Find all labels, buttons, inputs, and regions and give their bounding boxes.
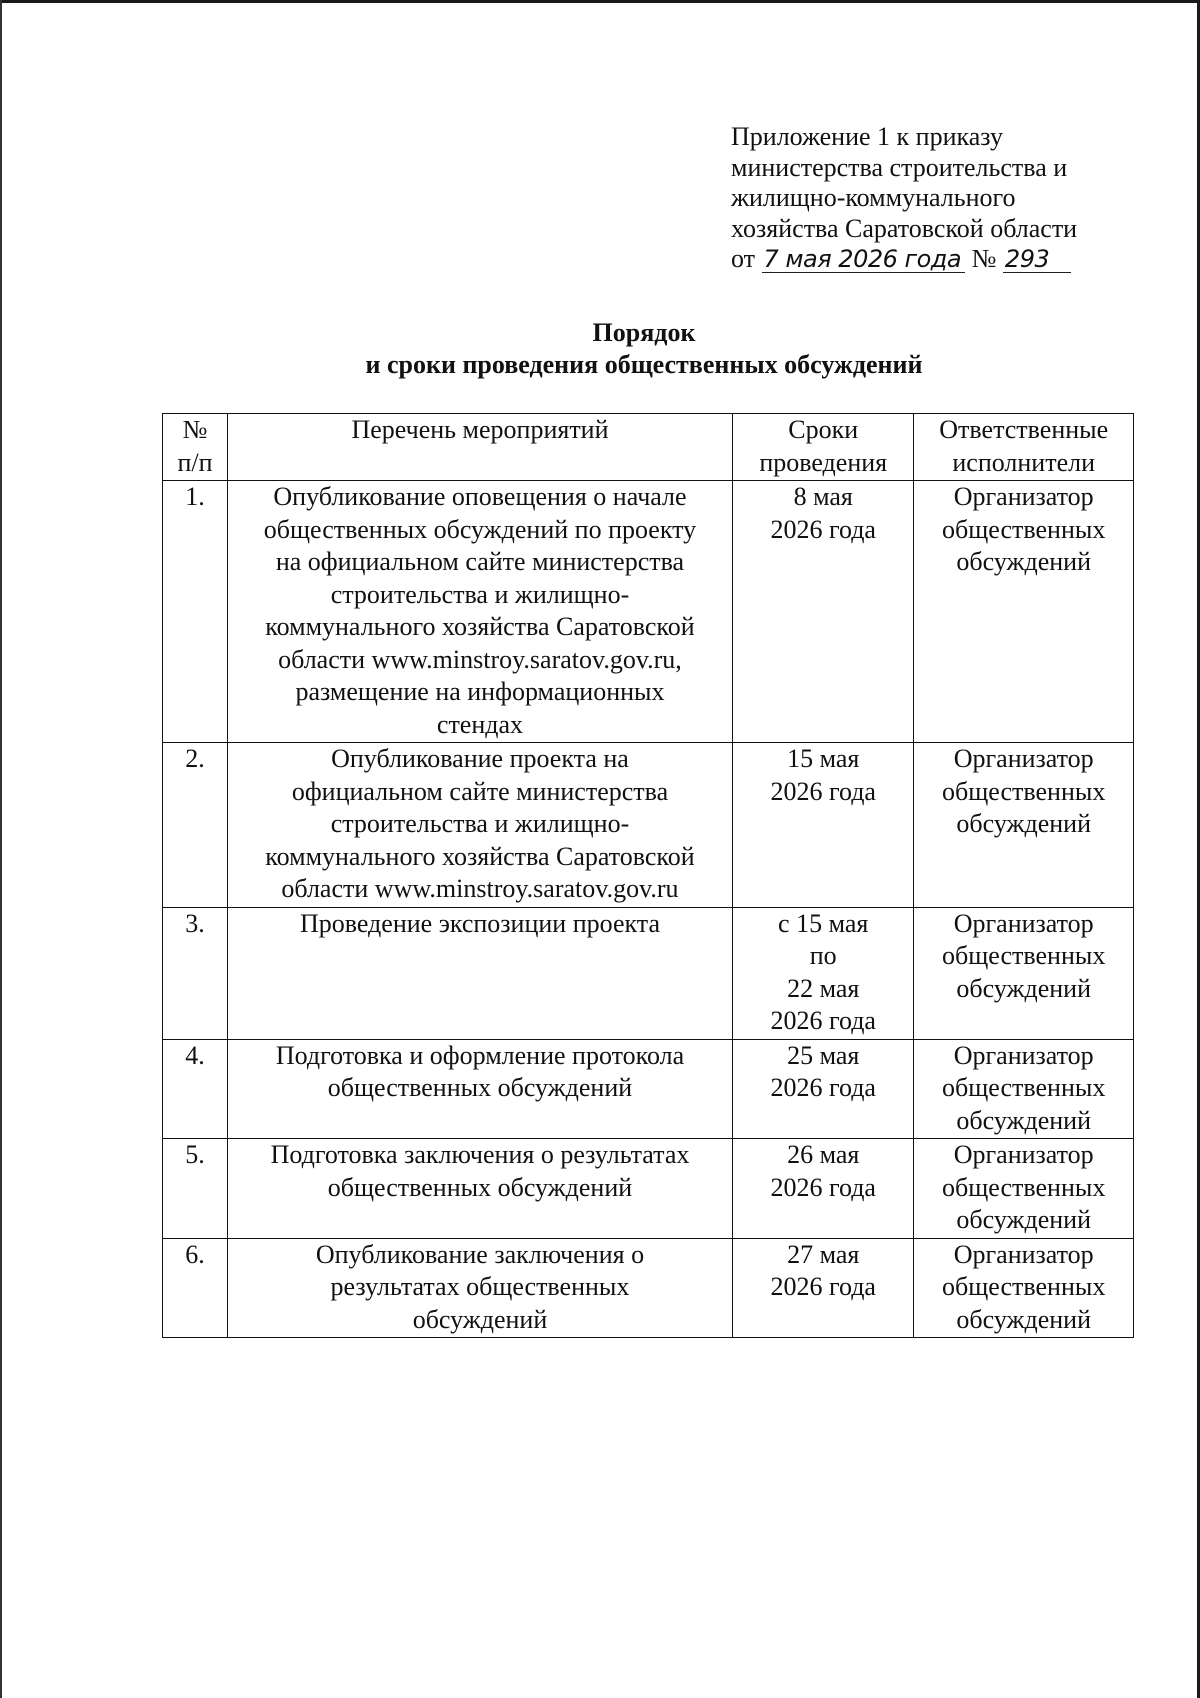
row-date: 25 мая 2026 года [733,1039,914,1139]
table-row [163,1039,1134,1139]
header-resp: Ответственные исполнители [914,414,1134,481]
row-num: 5. [163,1139,228,1239]
schedule-table [162,413,1134,1338]
header-num: № п/п [163,414,228,481]
row-resp: Организатор общественных обсуждений [914,1139,1134,1239]
handwritten-date: 7 мая 2026 года [762,246,966,273]
row-event: Опубликование заключения о результатах общественных обсуждений [227,1238,732,1338]
header-date: Сроки проведения [733,414,914,481]
row-resp: Организатор общественных обсуждений [914,1039,1134,1139]
row-date: с 15 мая по 22 мая 2026 года [733,907,914,1039]
from-label: от [731,244,756,273]
row-date: 27 мая 2026 года [733,1238,914,1338]
row-resp: Организатор общественных обсуждений [914,1238,1134,1338]
row-date: 26 мая 2026 года [733,1139,914,1239]
row-resp: Организатор общественных обсуждений [914,907,1134,1039]
row-num: 2. [163,743,228,908]
row-resp: Организатор общественных обсуждений [914,743,1134,908]
row-event: Опубликование проекта на официальном сайте министерства строительства и жилищно- коммунального хозяйства Саратовской области www.minstroy.saratov.gov.ru [227,743,732,908]
appendix-header [731,122,1171,275]
row-num: 1. [163,481,228,743]
number-label: № [971,244,997,273]
table-row [163,743,1134,908]
row-num: 3. [163,907,228,1039]
row-resp: Организатор общественных обсуждений [914,481,1134,743]
row-num: 6. [163,1238,228,1338]
header-event: Перечень мероприятий [227,414,732,481]
row-event: Подготовка заключения о результатах общественных обсуждений [227,1139,732,1239]
appendix-line-4: хозяйства Саратовской области [731,213,1078,243]
table-row [163,481,1134,743]
appendix-line-1: Приложение 1 к приказу [731,122,1004,151]
row-event: Опубликование оповещения о начале общественных обсуждений по проекту на официальном сайте министерства строительства и жилищно- коммунального хозяйства Саратовской области www.minstroy.saratov.gov.ru, размещение на информационных стендах [227,481,732,743]
appendix-line-2: министерства строительства и [731,152,1068,182]
document-title [0,317,1200,381]
appendix-line-3: жилищно-коммунального [731,183,1016,212]
table-row [163,907,1134,1039]
handwritten-number: 293 [1003,246,1071,273]
title-line-1: Порядок [592,318,696,347]
scan-edge-top [0,0,1200,3]
row-date: 8 мая 2026 года [733,481,914,743]
row-num: 4. [163,1039,228,1139]
appendix-date-line [731,244,1171,275]
row-event: Подготовка и оформление протокола общественных обсуждений [227,1039,732,1139]
table-row [163,1139,1134,1239]
scan-edge-left [0,0,2,1698]
row-date: 15 мая 2026 года [733,743,914,908]
title-line-2: и сроки проведения общественных обсуждений [365,350,923,379]
row-event: Проведение экспозиции проекта [227,907,732,1039]
table-row [163,1238,1134,1338]
table-header-row [163,414,1134,481]
